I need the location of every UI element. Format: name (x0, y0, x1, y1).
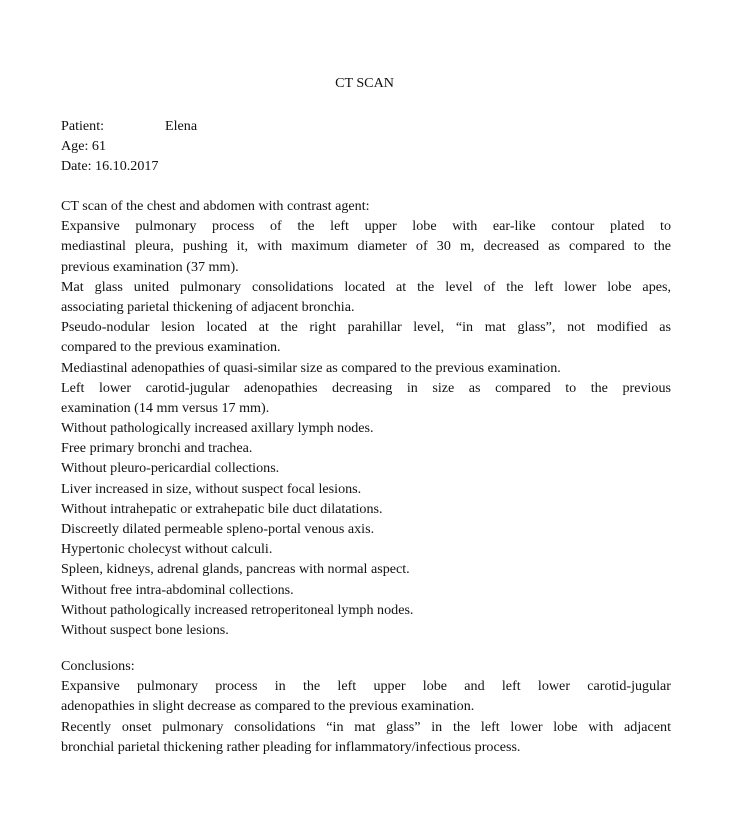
finding-item-line: previous examination (37 mm). (61, 258, 239, 275)
findings-list (61, 216, 671, 640)
finding-item (61, 317, 671, 357)
finding-item-line: Discreetly dilated permeable spleno-portal venous axis. (61, 521, 375, 537)
finding-item (61, 519, 671, 539)
finding-item-line: Liver increased in size, without suspect focal lesions. (61, 480, 362, 497)
finding-item-line: Pseudo-nodular lesion located at the right parahillar level, “in mat glass”, not modified as (61, 319, 671, 336)
finding-item (61, 580, 671, 600)
finding-item (61, 277, 671, 317)
finding-item (61, 458, 671, 478)
conclusions-list (61, 676, 671, 757)
finding-item-line: compared to the previous examination. (61, 339, 281, 356)
finding-item-line: Mediastinal adenopathies of quasi-similar size as compared to the previous examination. (61, 359, 561, 376)
finding-item (61, 418, 671, 438)
finding-item-line: mediastinal pleura, pushing it, with maximum diameter of 30 m, decreased as compared to the (61, 238, 671, 255)
conclusions-heading: Conclusions: (61, 658, 135, 674)
patient-row (61, 116, 671, 136)
conclusions-section (61, 656, 671, 757)
finding-item (61, 499, 671, 519)
finding-item (61, 216, 671, 277)
finding-item-line: Without suspect bone lesions. (61, 621, 229, 638)
finding-item (61, 559, 671, 579)
conclusion-item-line: Recently onset pulmonary consolidations “in mat glass” in the left lower lobe with adjacent (61, 718, 671, 735)
exam-date: Date: 16.10.2017 (61, 158, 159, 175)
conclusion-item-line: bronchial parietal thickening rather pleading for inflammatory/infectious process. (61, 738, 521, 755)
finding-item-line: Free primary bronchi and trachea. (61, 440, 253, 457)
report-title: CT SCAN (335, 75, 394, 91)
patient-info (61, 116, 671, 177)
finding-item-line: examination (14 mm versus 17 mm). (61, 399, 270, 416)
patient-age: Age: 61 (61, 138, 107, 155)
conclusion-item (61, 717, 671, 757)
finding-item-line: Spleen, kidneys, adrenal glands, pancreas with normal aspect. (61, 561, 410, 578)
finding-item (61, 620, 671, 640)
finding-item-line: Without pleuro-pericardial collections. (61, 460, 280, 477)
patient-label: Patient: (61, 118, 105, 134)
finding-item-line: associating parietal thickening of adjacent bronchia. (61, 298, 355, 315)
conclusion-item-line: adenopathies in slight decrease as compared to the previous examination. (61, 698, 475, 715)
finding-item-line: Mat glass united pulmonary consolidations located at the level of the left lower lobe apes, (61, 278, 671, 295)
finding-item-line: Hypertonic cholecyst without calculi. (61, 541, 273, 558)
finding-item-line: Left lower carotid-jugular adenopathies decreasing in size as compared to the previous (61, 379, 671, 396)
finding-item (61, 378, 671, 418)
finding-item-line: Without intrahepatic or extrahepatic bile duct dilatations. (61, 500, 383, 517)
conclusion-item-line: Expansive pulmonary process in the left upper lobe and left lower carotid-jugular (61, 678, 671, 695)
finding-item-line: Expansive pulmonary process of the left upper lobe with ear-like contour plated to (61, 218, 671, 235)
finding-item (61, 358, 671, 378)
finding-item-line: Without free intra-abdominal collections. (61, 581, 294, 598)
finding-item (61, 438, 671, 458)
findings-intro: CT scan of the chest and abdomen with contrast agent: (61, 198, 370, 214)
finding-item (61, 479, 671, 499)
finding-item (61, 600, 671, 620)
finding-item (61, 539, 671, 559)
finding-item-line: Without pathologically increased axillary lymph nodes. (61, 420, 374, 437)
conclusion-item (61, 676, 671, 716)
patient-name: Elena (165, 118, 198, 134)
findings-section (61, 196, 671, 640)
finding-item-line: Without pathologically increased retroperitoneal lymph nodes. (61, 601, 414, 618)
